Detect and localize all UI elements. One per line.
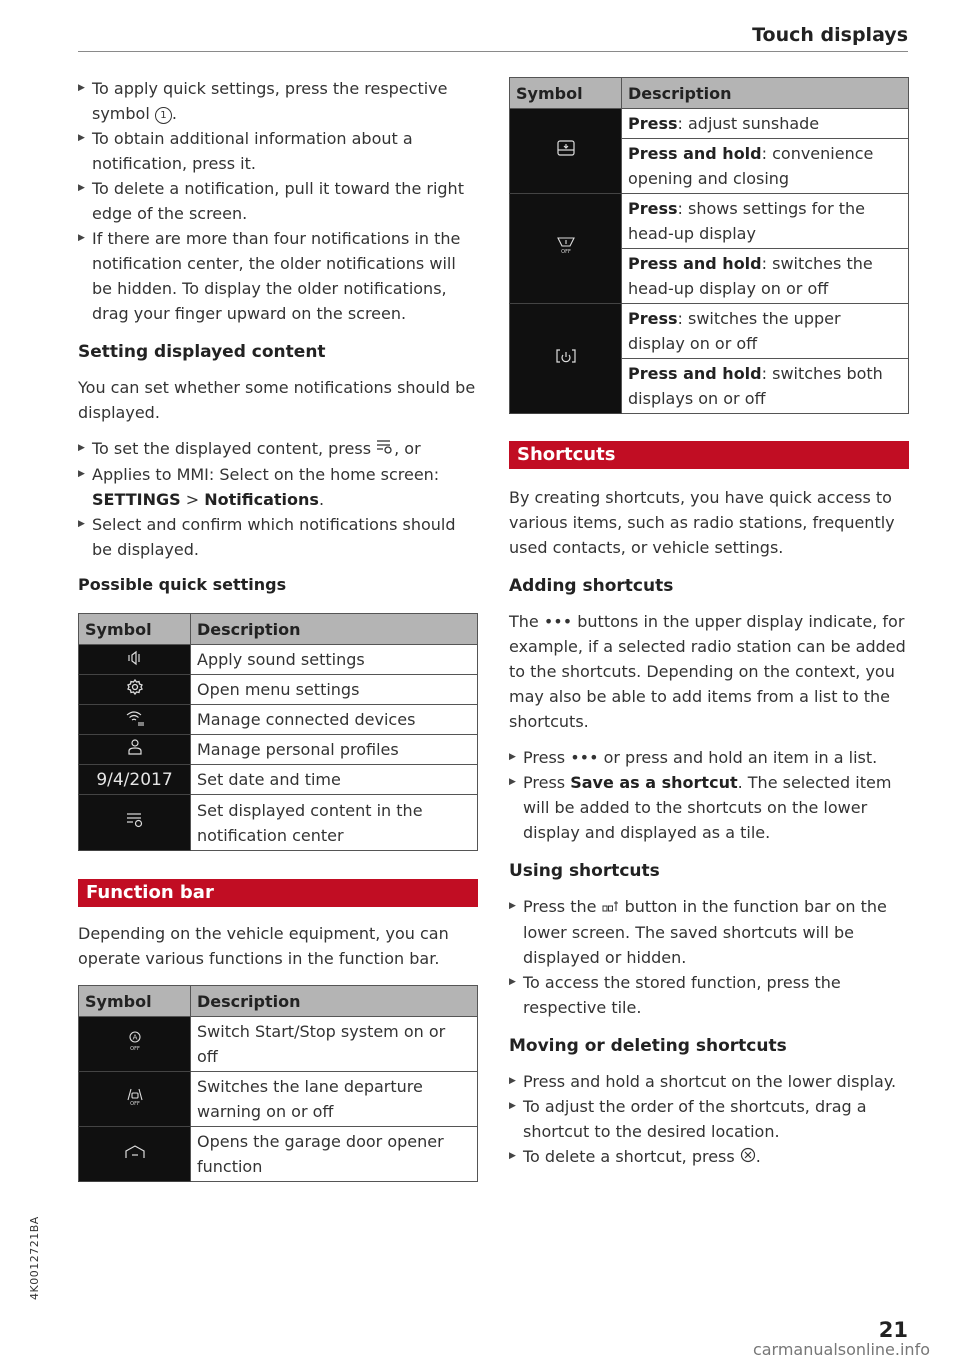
table-row: [79, 675, 478, 705]
notification-settings-icon: [125, 811, 145, 836]
profile-icon: [127, 738, 143, 763]
description-cell: Press and hold: switches the head-up display on or off: [622, 249, 909, 304]
description-cell: Switches the lane departure warning on or off: [191, 1072, 478, 1127]
table-row: [79, 765, 478, 795]
bullet-select-notifications: ▶ Select and confirm which notifications should be displayed.: [78, 512, 478, 562]
description-cell: Press: switches the upper display on or off: [622, 304, 909, 359]
symbol-cell: [79, 765, 191, 795]
callout-marker: 1: [155, 107, 172, 124]
symbol-description-table: [509, 77, 909, 414]
section-bar-shortcuts: Shortcuts: [509, 441, 909, 469]
symbol-cell: [79, 1017, 191, 1072]
function-bar-paragraph: Depending on the vehicle equipment, you can operate various functions in the function bar.: [78, 924, 449, 968]
description-cell: Switch Start/Stop system on or off: [191, 1017, 478, 1072]
lane-departure-off-icon: [124, 1086, 146, 1113]
table-row: [79, 1072, 478, 1127]
description-cell: Apply sound settings: [191, 645, 478, 675]
document-code: 4K0012721BA: [28, 1216, 41, 1300]
heading-setting-displayed-content: Setting displayed content: [78, 342, 326, 362]
bullet-set-displayed-content: ▶ To set the displayed content, press , or: [78, 436, 478, 462]
symbol-cell: [79, 705, 191, 735]
svg-text:OFF: OFF: [129, 1100, 140, 1106]
column-header-description: Description: [191, 986, 478, 1017]
description-cell: Press: shows settings for the head-up display: [622, 194, 909, 249]
display-power-icon: [555, 347, 577, 372]
description-cell: Press and hold: switches both displays on or off: [622, 359, 909, 414]
heading-moving-deleting-shortcuts: Moving or deleting shortcuts: [509, 1036, 787, 1056]
bullet-apply-quick-settings: ▶ To apply quick settings, press the respective symbol 1 .: [78, 76, 478, 126]
description-cell: Manage connected devices: [191, 705, 478, 735]
bullet-save-as-shortcut: ▶ Press Save as a shortcut. The selected item will be added to the shortcuts on the lower display and displayed as a tile.: [509, 770, 909, 845]
quick-settings-table: [78, 613, 478, 851]
gear-icon: [126, 678, 144, 703]
column-header-symbol: Symbol: [79, 614, 191, 645]
symbol-cell: [510, 304, 622, 414]
table-row: [79, 795, 478, 851]
description-cell: Press and hold: convenience opening and closing: [622, 139, 909, 194]
table-header-row: [79, 614, 478, 645]
svg-text:OFF: OFF: [560, 249, 571, 255]
table-header-row: [510, 78, 909, 109]
column-header-description: Description: [191, 614, 478, 645]
symbol-cell: [510, 109, 622, 194]
description-cell: Press: adjust sunshade: [622, 109, 909, 139]
description-cell: Set displayed content in the notification center: [191, 795, 478, 851]
setting-paragraph: You can set whether some notifications should be displayed.: [78, 378, 476, 422]
shortcuts-paragraph: By creating shortcuts, you have quick access to various items, such as radio stations, frequently used contacts, or vehicle settings.: [509, 488, 895, 557]
table-row: [79, 1017, 478, 1072]
bullet-press-hold-shortcut: ▶ Press and hold a shortcut on the lower display.: [509, 1069, 909, 1094]
bullet-notification-info: ▶ To obtain additional information about a notification, press it.: [78, 126, 478, 176]
description-cell: Manage personal profiles: [191, 735, 478, 765]
delete-icon: [740, 1145, 756, 1170]
symbol-cell: [79, 735, 191, 765]
head-up-display-icon: [555, 235, 577, 262]
symbol-cell: [510, 194, 622, 304]
garage-door-icon: [124, 1142, 146, 1167]
function-bar-table: [78, 985, 478, 1182]
svg-text:A: A: [132, 1033, 137, 1041]
table-row: [79, 1127, 478, 1182]
description-cell: Set date and time: [191, 765, 478, 795]
bullet-applies-to-mmi: ▶ Applies to MMI: Select on the home screen: SETTINGS > Notifications.: [78, 462, 478, 512]
bullet-access-stored-function: ▶ To access the stored function, press the respective tile.: [509, 970, 909, 1020]
adding-paragraph: The ••• buttons in the upper display indicate, for example, if a selected radio station can be added to the shortcuts. Depending on the context, you may also be able to add items from a list to the shortcuts.: [509, 612, 906, 731]
bullet-delete-shortcut: ▶ To delete a shortcut, press .: [509, 1144, 909, 1170]
start-stop-off-icon: [126, 1031, 144, 1058]
table-row: [510, 304, 909, 359]
heading-using-shortcuts: Using shortcuts: [509, 861, 660, 881]
date-symbol: 9/4/2017: [96, 769, 173, 790]
shortcuts-icon: [602, 895, 620, 920]
section-bar-function-bar: Function bar: [78, 879, 478, 907]
symbol-cell: [79, 645, 191, 675]
bullet-press-shortcuts-button: ▶ Press the button in the function bar on the lower screen. The saved shortcuts will be displayed or hidden.: [509, 894, 909, 970]
connected-devices-icon: [125, 708, 145, 733]
symbol-cell: [79, 675, 191, 705]
right-column: [509, 77, 909, 1170]
header-divider: [78, 51, 908, 52]
bullet-press-dots: ▶ Press ••• or press and hold an item in a list.: [509, 745, 909, 770]
bullet-delete-notification: ▶ To delete a notification, pull it toward the right edge of the screen.: [78, 176, 478, 226]
column-header-symbol: Symbol: [79, 986, 191, 1017]
table-row: [79, 735, 478, 765]
page-number: 21: [878, 1318, 908, 1342]
sunshade-icon: [556, 139, 576, 164]
watermark-url: carmanualsonline.info: [752, 1340, 930, 1359]
svg-text:OFF: OFF: [129, 1045, 140, 1051]
description-cell: Open menu settings: [191, 675, 478, 705]
page-header-title: Touch displays: [752, 24, 908, 46]
column-header-symbol: Symbol: [510, 78, 622, 109]
symbol-cell: [79, 1127, 191, 1182]
sound-icon: [126, 648, 144, 673]
column-header-description: Description: [622, 78, 909, 109]
table-row: [79, 645, 478, 675]
symbol-cell: [79, 795, 191, 851]
description-cell: Opens the garage door opener function: [191, 1127, 478, 1182]
left-column: [78, 76, 478, 1182]
table-row: [510, 109, 909, 139]
bullet-adjust-order: ▶ To adjust the order of the shortcuts, drag a shortcut to the desired location.: [509, 1094, 909, 1144]
heading-possible-quick-settings: Possible quick settings: [78, 575, 287, 594]
bullet-older-notifications: ▶ If there are more than four notifications in the notification center, the older notifications will be hidden. To display the older notifications, drag your finger upward on the screen.: [78, 226, 478, 326]
notification-settings-icon: [376, 437, 394, 462]
symbol-cell: [79, 1072, 191, 1127]
table-row: [79, 705, 478, 735]
heading-adding-shortcuts: Adding shortcuts: [509, 576, 674, 596]
table-header-row: [79, 986, 478, 1017]
table-row: [510, 194, 909, 249]
